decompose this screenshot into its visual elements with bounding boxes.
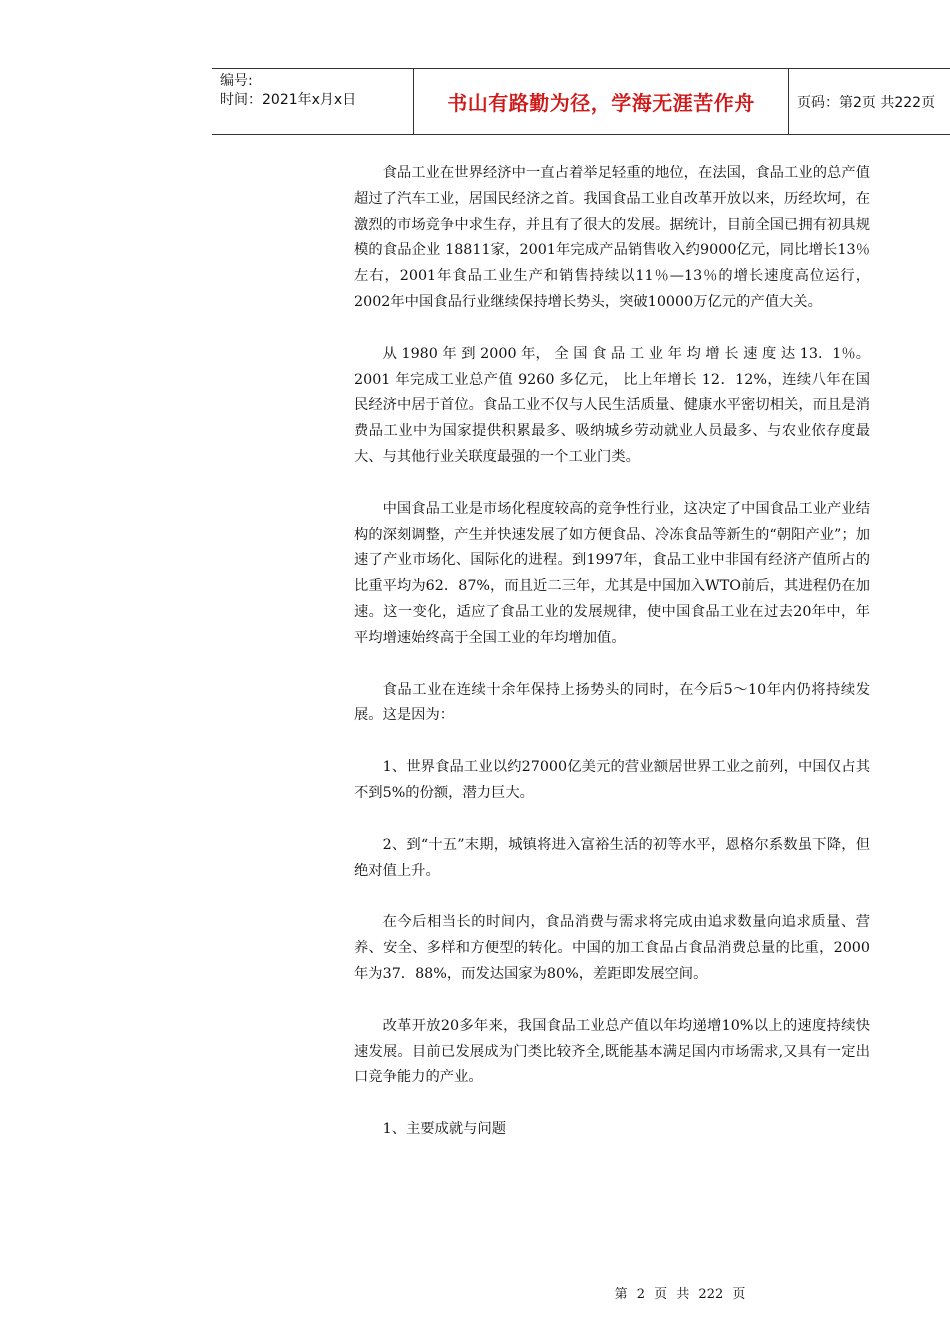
- header-page-number: 页码：第2页 共222页: [797, 94, 936, 111]
- body-paragraph: 从 1980 年 到 2000 年， 全 国 食 品 工 业 年 均 增 长 速 度 达 13．1％。2001 年完成工业总产值 9260 多亿元， 比上年增长 12．12%，连续八年在国民经济中居于首位。食品工业不仅与人民生活质量、健康水平密切相关，而且是消费品工业中为国家提供积累最多、吸纳城乡劳动就业人员最多、与农业依存度最大、与其他行业关联度最强的一个工业门类。: [354, 345, 870, 465]
- document-body: [354, 161, 870, 1169]
- header-page-cell: [789, 69, 950, 134]
- list-item: 2、到“十五”末期，城镇将进入富裕生活的初等水平，恩格尔系数虽下降，但绝对值上升。: [354, 836, 870, 879]
- body-paragraph: 在今后相当长的时间内，食品消费与需求将完成由追求数量向追求质量、营养、安全、多样和方便型的转化。中国的加工食品占食品消费总量的比重，2000年为37．88%，而发达国家为80%，差距即发展空间。: [354, 914, 870, 982]
- date-label: 时间：2021年x月x日: [220, 92, 357, 108]
- page-footer: 第 2 页 共 222 页: [614, 1287, 746, 1302]
- body-paragraph: 改革开放20多年来，我国食品工业总产值以年均递增10%以上的速度持续快速发展。目前已发展成为门类比较齐全,既能基本满足国内市场需求,又具有一定出口竞争能力的产业。: [354, 1017, 870, 1086]
- page-header: [212, 68, 950, 135]
- body-paragraph: 中国食品工业是市场化程度较高的竞争性行业，这决定了中国食品工业产业结构的深刻调整，产生并快速发展了如方便食品、冷冻食品等新生的“朝阳产业”；加速了产业市场化、国际化的进程。到1997年，食品工业中非国有经济产值所占的比重平均为62．87%，而且近二三年，尤其是中国加入WTO前后，其进程仍在加速。这一变化，适应了食品工业的发展规律，使中国食品工业在过去20年中，年平均增速始终高于全国工业的年均增加值。: [354, 500, 870, 646]
- body-paragraph: 食品工业在连续十余年保持上扬势头的同时，在今后5～10年内仍将持续发展。这是因为：: [354, 681, 870, 724]
- header-meta: [212, 69, 414, 134]
- list-item: 1、世界食品工业以约27000亿美元的营业额居世界工业之前列，中国仅占其不到5%的份额，潜力巨大。: [354, 759, 870, 801]
- header-motto-cell: [414, 69, 789, 134]
- body-paragraph: 食品工业在世界经济中一直占着举足轻重的地位，在法国，食品工业的总产值超过了汽车工业，居国民经济之首。我国食品工业自改革开放以来，历经坎坷，在激烈的市场竞争中求生存，并且有了很大的发展。据统计，目前全国已拥有初具规模的食品企业 18811家，2001年完成产品销售收入约9000亿元，同比增长13％左右，2001年食品工业生产和销售持续以11％—13％的增长速度高位运行，2002年中国食品行业继续保持增长势头，突破10000万亿元的产值大关。: [354, 165, 870, 310]
- doc-number-label: 编号:: [220, 73, 253, 89]
- motto-text: 书山有路勤为径，学海无涯苦作舟: [447, 91, 755, 115]
- section-heading: 1、主要成就与问题: [382, 1121, 507, 1138]
